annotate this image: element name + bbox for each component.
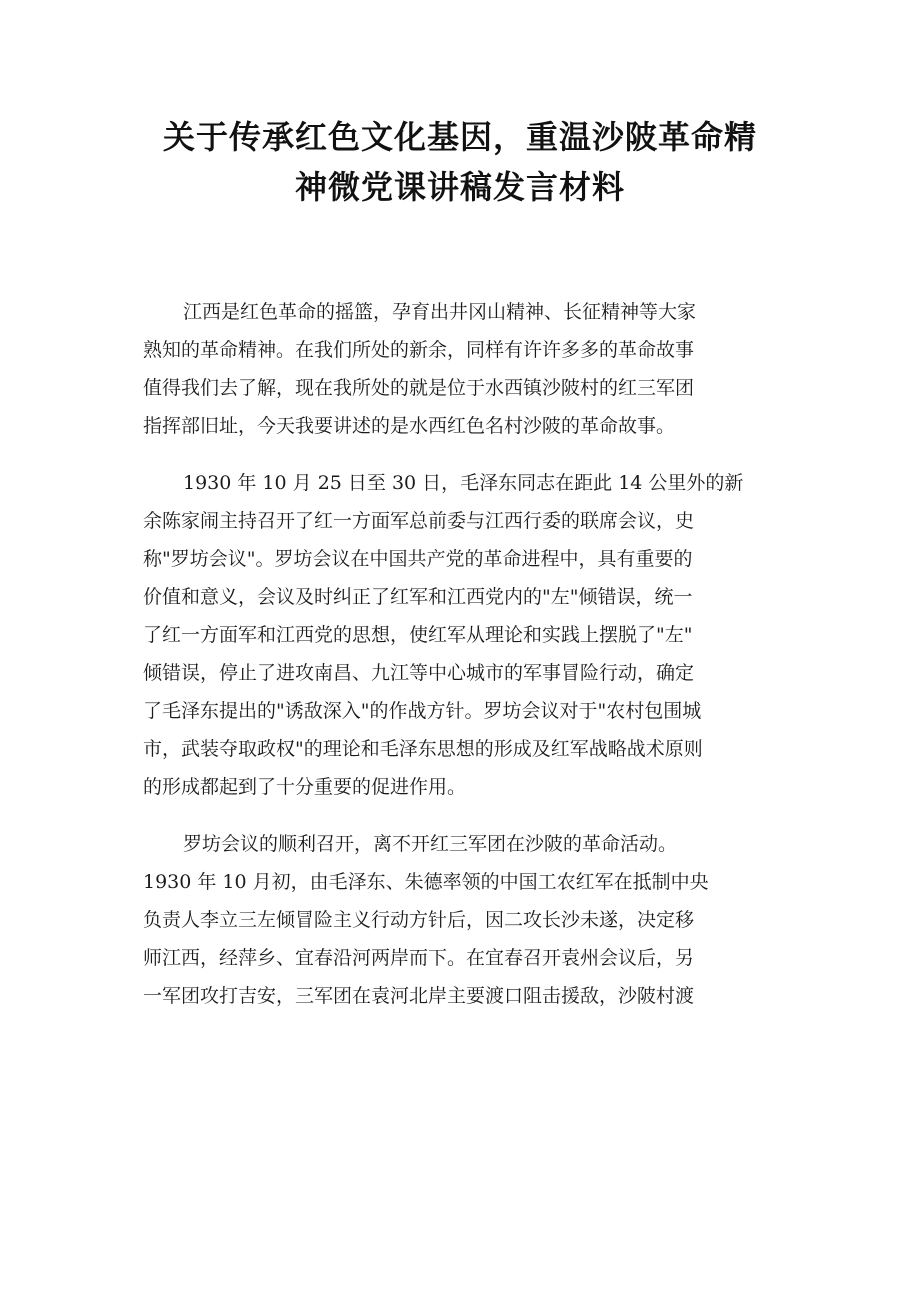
paragraph (143, 293, 783, 445)
paragraph-line: 熟知的革命精神。在我们所处的新余，同样有许许多多的革命故事 (143, 339, 695, 361)
paragraph-line: 负责人李立三左倾冒险主义行动方针后，因二攻长沙未遂，决定移 (143, 909, 695, 931)
paragraph-line: 称"罗坊会议"。罗坊会议在中国共产党的革命进程中，具有重要的 (143, 548, 693, 570)
paragraph (143, 464, 783, 806)
paragraph-line: 1930 年 10 月 25 日至 30 日，毛泽东同志在距此 14 公里外的新 (183, 472, 744, 494)
paragraph-line: 一军团攻打吉安，三军团在袁河北岸主要渡口阻击援敌，沙陂村渡 (143, 985, 695, 1007)
paragraph-line: 的形成都起到了十分重要的促进作用。 (143, 776, 467, 798)
paragraph-line: 罗坊会议的顺利召开，离不开红三军团在沙陂的革命活动。 (183, 833, 678, 855)
paragraph (143, 825, 783, 1015)
document-title (140, 112, 780, 212)
paragraph-line: 值得我们去了解，现在我所处的就是位于水西镇沙陂村的红三军团 (143, 377, 695, 399)
title-line: 关于传承红色文化基因，重温沙陂革命精 (162, 118, 757, 156)
paragraph-line: 江西是红色革命的摇篮，孕育出井冈山精神、长征精神等大家 (183, 301, 697, 323)
paragraph-line: 了毛泽东提出的"诱敌深入"的作战方针。罗坊会议对于"农村包围城 (143, 700, 702, 722)
paragraph-line: 倾错误，停止了进攻南昌、九江等中心城市的军事冒险行动，确定 (143, 662, 695, 684)
paragraph-line: 价值和意义，会议及时纠正了红军和江西党内的"左"倾错误，统一 (143, 586, 693, 608)
paragraph-line: 指挥部旧址，今天我要讲述的是水西红色名村沙陂的革命故事。 (143, 415, 676, 437)
title-line: 神微党课讲稿发言材料 (294, 168, 625, 206)
paragraph-line: 余陈家闹主持召开了红一方面军总前委与江西行委的联席会议，史 (143, 510, 695, 532)
paragraph-line: 1930 年 10 月初，由毛泽东、朱德率领的中国工农红军在抵制中央 (143, 871, 709, 893)
paragraph-line: 了红一方面军和江西党的思想，使红军从理论和实践上摆脱了"左" (143, 624, 693, 646)
paragraph-line: 市，武装夺取政权"的理论和毛泽东思想的形成及红军战略战术原则 (143, 738, 703, 760)
document-body (143, 293, 783, 1034)
paragraph-line: 师江西，经萍乡、宜春沿河两岸而下。在宜春召开袁州会议后，另 (143, 947, 695, 969)
